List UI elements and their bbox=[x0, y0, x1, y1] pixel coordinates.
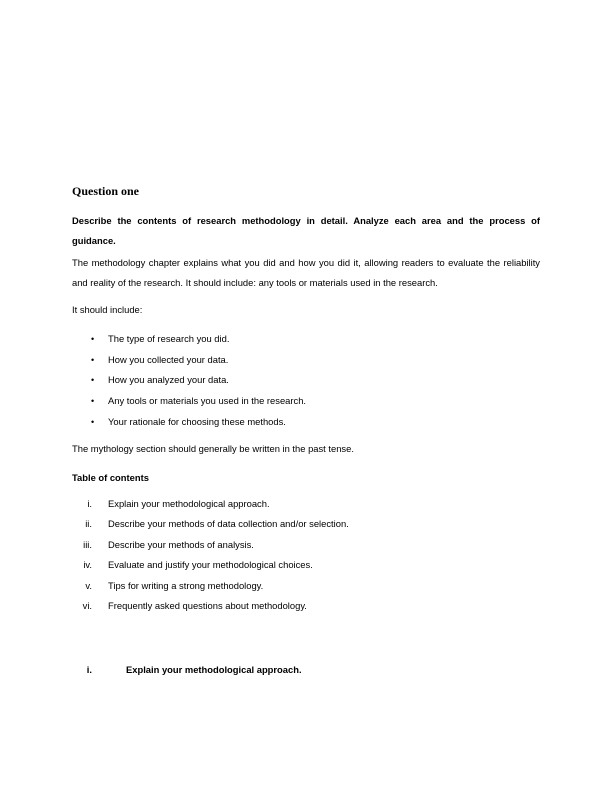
list-item-text: Any tools or materials you used in the research. bbox=[108, 395, 307, 407]
list-item bbox=[72, 350, 540, 371]
toc-number: vi. bbox=[82, 600, 92, 612]
table-of-contents bbox=[72, 494, 540, 618]
toc-item bbox=[72, 555, 540, 576]
list-item-text: How you collected your data. bbox=[108, 353, 229, 365]
toc-number: v. bbox=[85, 579, 92, 591]
bullet-icon: • bbox=[91, 416, 95, 427]
question-title: Question one bbox=[72, 184, 140, 198]
question-lead: Describe the contents of research methodology in detail. Analyze each area and the process of guidance. bbox=[72, 215, 540, 246]
list-item bbox=[72, 391, 540, 412]
toc-text: Explain your methodological approach. bbox=[108, 497, 270, 509]
toc-number: iv. bbox=[83, 559, 92, 571]
toc-text: Describe your methods of data collection and/or selection. bbox=[108, 518, 349, 530]
list-item-text: How you analyzed your data. bbox=[108, 374, 229, 386]
document-body bbox=[72, 183, 540, 617]
list-item bbox=[72, 370, 540, 391]
toc-item bbox=[72, 494, 540, 515]
bullet-icon: • bbox=[91, 354, 95, 365]
section-heading bbox=[72, 660, 302, 680]
include-list bbox=[72, 329, 540, 433]
section-number: i. bbox=[86, 664, 92, 675]
toc-text: Tips for writing a strong methodology. bbox=[108, 579, 264, 591]
bullet-icon: • bbox=[91, 334, 95, 344]
toc-number: iii. bbox=[83, 538, 92, 550]
bullet-icon: • bbox=[91, 396, 95, 407]
toc-text: Frequently asked questions about methodology. bbox=[108, 600, 307, 612]
bullet-icon: • bbox=[91, 375, 95, 386]
should-include-text: It should include: bbox=[72, 304, 143, 315]
toc-item bbox=[72, 535, 540, 556]
section-title: Explain your methodological approach. bbox=[126, 664, 302, 675]
toc-item bbox=[72, 596, 540, 617]
list-item-text: Your rationale for choosing these methods. bbox=[108, 415, 286, 427]
list-item bbox=[72, 329, 540, 350]
tense-note: The mythology section should generally be written in the past tense. bbox=[72, 442, 354, 454]
toc-item bbox=[72, 514, 540, 535]
list-item-text: The type of research you did. bbox=[108, 333, 230, 344]
toc-title: Table of contents bbox=[72, 471, 149, 483]
toc-number: i. bbox=[87, 497, 92, 509]
toc-text: Describe your methods of analysis. bbox=[108, 538, 254, 550]
list-item bbox=[72, 412, 540, 433]
intro-paragraph: The methodology chapter explains what you did and how you did it, allowing readers to evaluate the reliability and reality of the research. It should include: any tools or materials used in the research. bbox=[72, 257, 540, 288]
toc-item bbox=[72, 576, 540, 597]
toc-text: Evaluate and justify your methodological choices. bbox=[108, 559, 313, 571]
toc-number: ii. bbox=[85, 518, 92, 530]
